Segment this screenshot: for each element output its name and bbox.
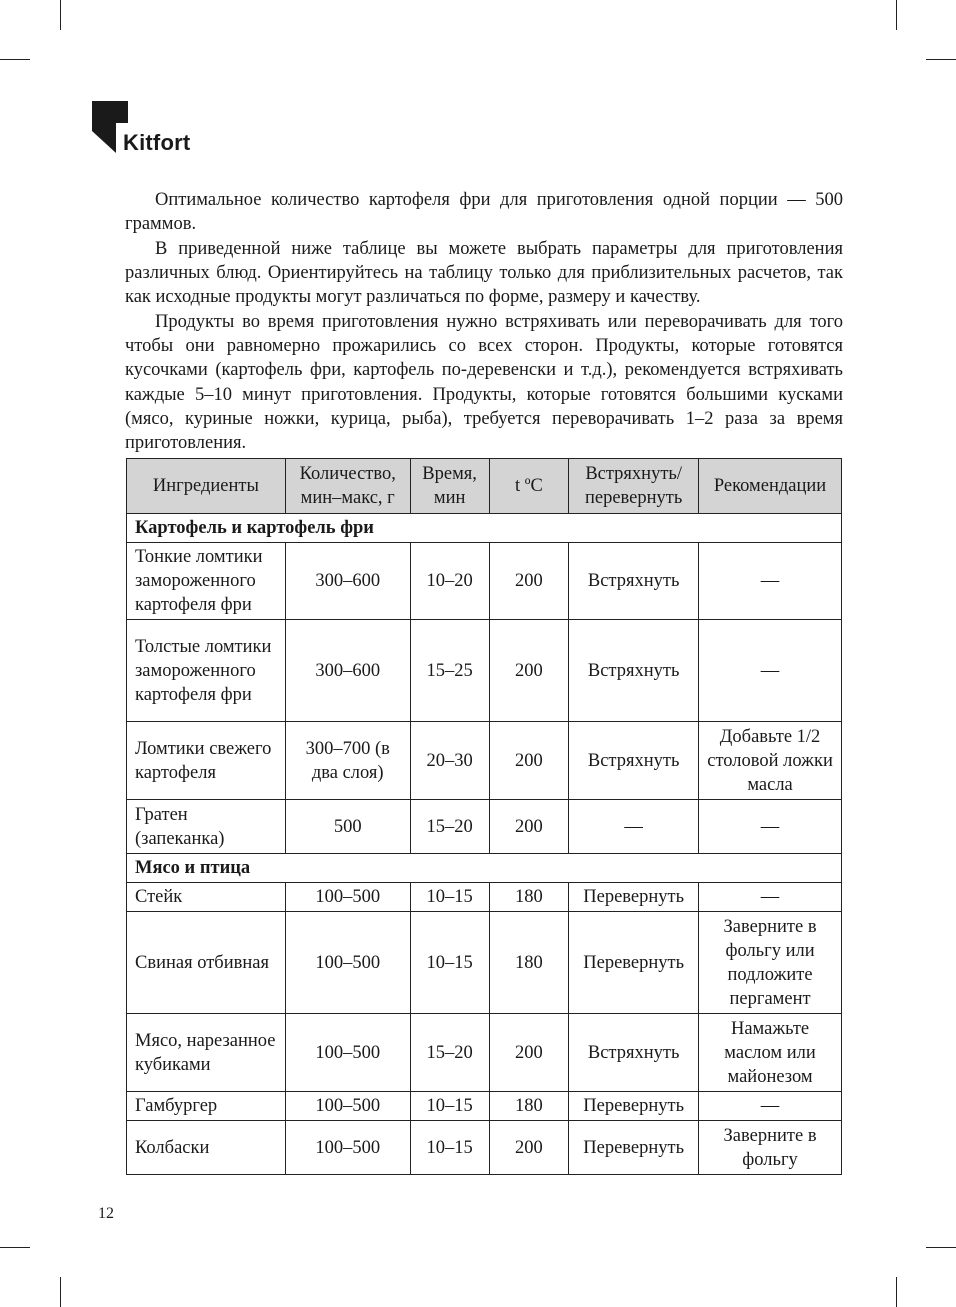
- cell-time: 10–15: [410, 1121, 489, 1175]
- cell-recommendation: —: [699, 883, 842, 912]
- brand-name: Kitfort: [123, 130, 191, 155]
- cell-ingredient: Мясо, нарезанное кубиками: [127, 1014, 286, 1092]
- cell-quantity: 300–600: [285, 543, 410, 620]
- cell-quantity: 500: [285, 800, 410, 854]
- cell-quantity: 300–600: [285, 620, 410, 722]
- cell-quantity: 100–500: [285, 1121, 410, 1175]
- cell-quantity: 100–500: [285, 1092, 410, 1121]
- cell-action: Встряхнуть: [569, 620, 699, 722]
- paragraph-portion: Оптимальное количество картофеля фри для приготовления одной порции — 500 граммов.: [125, 190, 843, 235]
- section-row: [127, 514, 842, 543]
- cell-time: 15–20: [410, 800, 489, 854]
- cell-temperature: 200: [489, 1121, 569, 1175]
- table-row: [127, 722, 842, 800]
- section-title: Мясо и птица: [127, 854, 842, 883]
- crop-mark: [896, 1277, 897, 1307]
- cell-action: Перевернуть: [569, 1121, 699, 1175]
- cell-time: 10–15: [410, 912, 489, 1014]
- table-row: [127, 1121, 842, 1175]
- cell-temperature: 180: [489, 912, 569, 1014]
- table-row: [127, 1014, 842, 1092]
- table-row: [127, 912, 842, 1014]
- table-header-row: [127, 459, 842, 514]
- cooking-table: [126, 458, 842, 1175]
- crop-mark: [926, 1247, 956, 1248]
- cell-ingredient: Гамбургер: [127, 1092, 286, 1121]
- cell-ingredient: Гратен (запеканка): [127, 800, 286, 854]
- paragraph-shaking: Продукты во время приготовления нужно встряхивать или переворачивать для того чтобы они равномерно прожарились со всех сторон. Продукты, которые готовятся кусочками (картофель фри, картофель по-деревенски и т.д.), рекомендуется встряхивать каждые 5–10 минут приготовления. Продукты, которые готовятся большими кусками (мясо, куриные ножки, курица, рыба), требуется переворачивать 1–2 раза за время приготовления.: [125, 312, 843, 454]
- page-number: 12: [98, 1205, 114, 1222]
- cell-temperature: 180: [489, 1092, 569, 1121]
- cell-temperature: 200: [489, 722, 569, 800]
- cell-action: —: [569, 800, 699, 854]
- cell-ingredient: Свиная отбивная: [127, 912, 286, 1014]
- table-row: [127, 620, 842, 722]
- cell-temperature: 200: [489, 1014, 569, 1092]
- cell-action: Перевернуть: [569, 883, 699, 912]
- cell-action: Перевернуть: [569, 912, 699, 1014]
- cell-ingredient: Колбаски: [127, 1121, 286, 1175]
- cell-recommendation: Добавьте 1/2 столовой ложки масла: [699, 722, 842, 800]
- crop-mark: [0, 59, 30, 60]
- cell-action: Встряхнуть: [569, 1014, 699, 1092]
- cell-temperature: 200: [489, 543, 569, 620]
- section-title: Картофель и картофель фри: [127, 514, 842, 543]
- cell-time: 15–25: [410, 620, 489, 722]
- table-row: [127, 883, 842, 912]
- table-row: [127, 800, 842, 854]
- cell-action: Встряхнуть: [569, 543, 699, 620]
- cell-time: 10–15: [410, 1092, 489, 1121]
- header-temperature: t ºC: [489, 459, 569, 514]
- cell-recommendation: —: [699, 543, 842, 620]
- crop-mark: [0, 1247, 30, 1248]
- header-time: Время, мин: [410, 459, 489, 514]
- cell-recommendation: Заверните в фольгу или подложите пергамент: [699, 912, 842, 1014]
- cell-action: Встряхнуть: [569, 722, 699, 800]
- cell-quantity: 300–700 (в два слоя): [285, 722, 410, 800]
- cell-ingredient: Ломтики свежего картофеля: [127, 722, 286, 800]
- cell-recommendation: —: [699, 1092, 842, 1121]
- cell-ingredient: Стейк: [127, 883, 286, 912]
- cell-temperature: 200: [489, 620, 569, 722]
- cell-quantity: 100–500: [285, 912, 410, 1014]
- cell-time: 10–20: [410, 543, 489, 620]
- header-ingredients: Ингредиенты: [127, 459, 286, 514]
- cell-temperature: 180: [489, 883, 569, 912]
- header-quantity: Количество, мин–макс, г: [285, 459, 410, 514]
- cell-recommendation: —: [699, 800, 842, 854]
- cell-quantity: 100–500: [285, 1014, 410, 1092]
- section-row: [127, 854, 842, 883]
- cell-temperature: 200: [489, 800, 569, 854]
- table-row: [127, 1092, 842, 1121]
- crop-mark: [60, 1277, 61, 1307]
- crop-mark: [896, 0, 897, 30]
- cell-action: Перевернуть: [569, 1092, 699, 1121]
- header-shake-turn: Встряхнуть/ перевернуть: [569, 459, 699, 514]
- cell-quantity: 100–500: [285, 883, 410, 912]
- cell-ingredient: Тонкие ломтики замороженного картофеля фри: [127, 543, 286, 620]
- cell-time: 10–15: [410, 883, 489, 912]
- cell-ingredient: Толстые ломтики замороженного картофеля фри: [127, 620, 286, 722]
- header-recommendations: Рекомендации: [699, 459, 842, 514]
- crop-mark: [926, 59, 956, 60]
- cell-recommendation: Заверните в фольгу: [699, 1121, 842, 1175]
- cell-recommendation: —: [699, 620, 842, 722]
- table-row: [127, 543, 842, 620]
- cell-time: 20–30: [410, 722, 489, 800]
- cell-recommendation: Намажьте маслом или майонезом: [699, 1014, 842, 1092]
- paragraph-table-intro: В приведенной ниже таблице вы можете выбрать параметры для приготовления различных блюд. Ориентируйтесь на таблицу только для приблизительных расчетов, так как исходные продукты могут различаться по форме, размеру и качеству.: [125, 239, 843, 308]
- cell-time: 15–20: [410, 1014, 489, 1092]
- crop-mark: [60, 0, 61, 30]
